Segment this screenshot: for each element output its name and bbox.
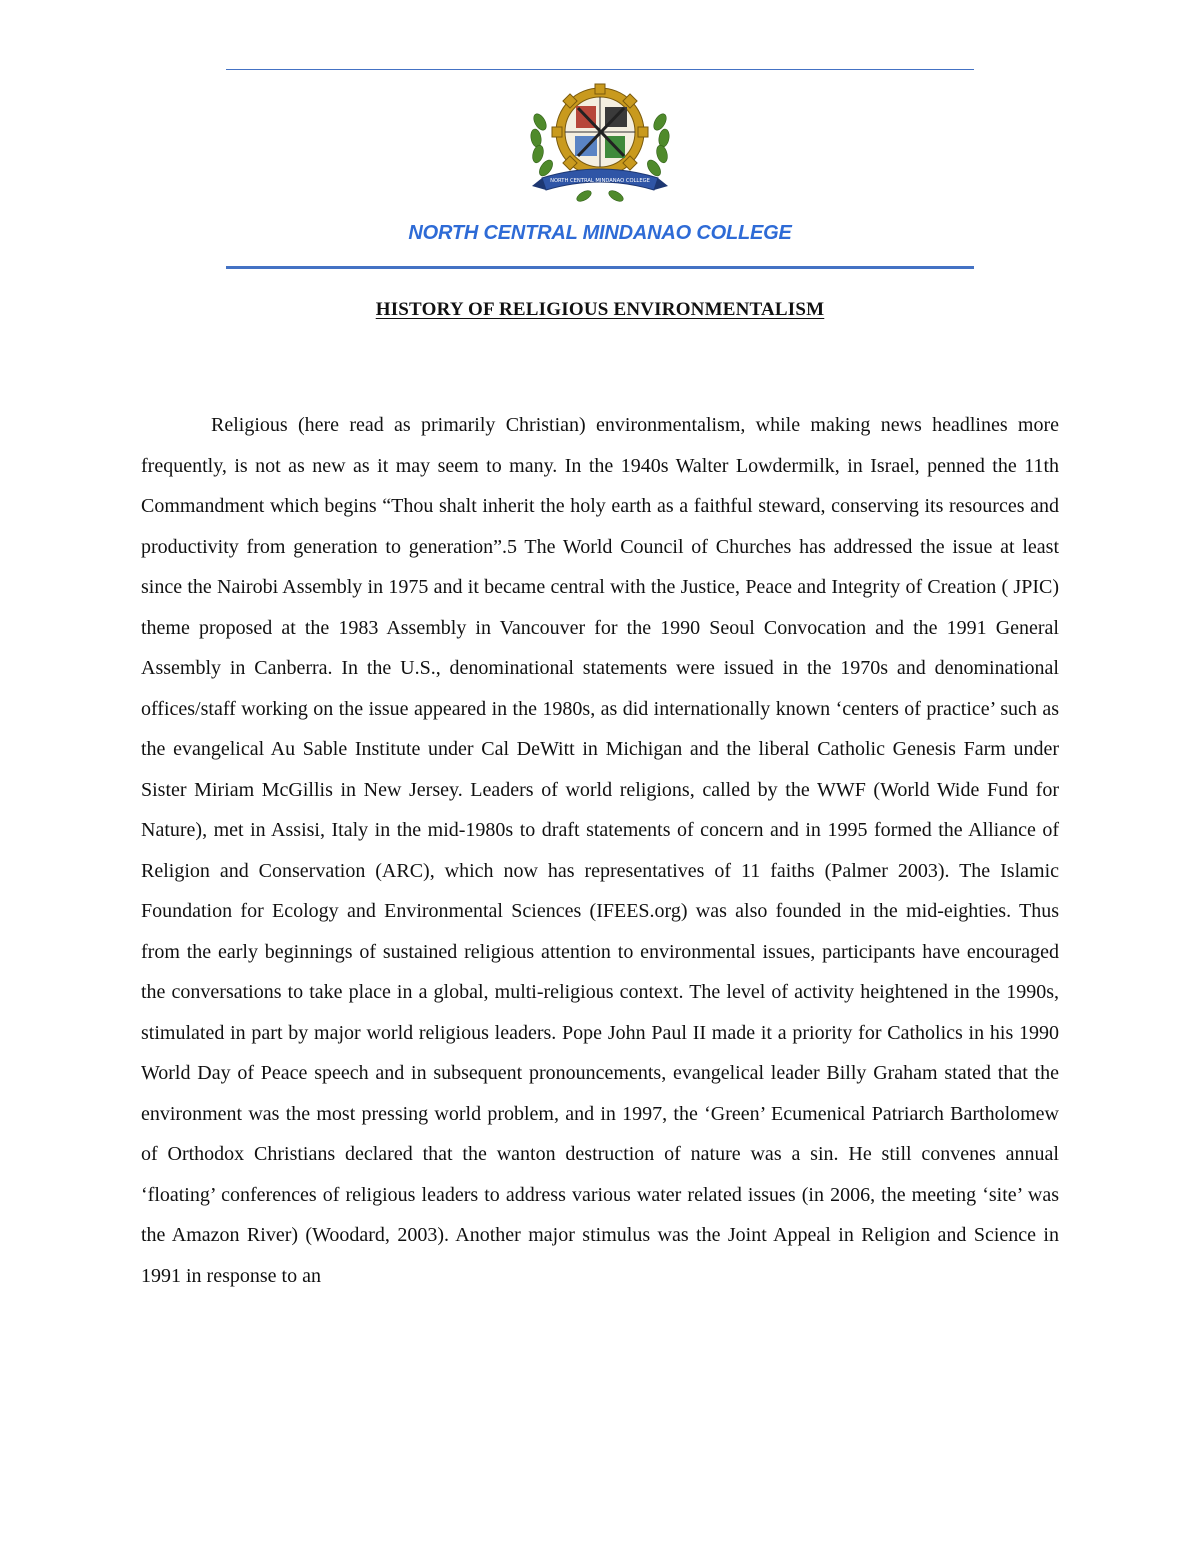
college-seal-logo — [526, 82, 674, 212]
seal-ribbon-text: NORTH CENTRAL MINDANAO COLLEGE — [550, 178, 650, 184]
body-paragraph: Religious (here read as primarily Christian) environmentalism, while making news headlines more frequently, is not as new as it may seem to many. In the 1940s Walter Lowdermilk, in Israel, penned the 11th Commandment which begins “Thou shalt inherit the holy earth as a faithful steward, conserving its resources and productivity from generation to generation”.5 The World Council of Churches has addressed the issue at least since the Nairobi Assembly in 1975 and it became central with the Justice, Peace and Integrity of Creation ( JPIC) theme proposed at the 1983 Assembly in Vancouver for the 1990 Seoul Convocation and the 1991 General Assembly in Canberra. In the U.S., denominational statements were issued in the 1970s and denominational offices/staff working on the issue appeared in the 1980s, as did internationally known ‘centers of practice’ such as the evangelical Au Sable Institute under Cal DeWitt in Michigan and the liberal Catholic Genesis Farm under Sister Miriam McGillis in New Jersey. Leaders of world religions, called by the WWF (World Wide Fund for Nature), met in Assisi, Italy in the mid-1980s to draft statements of concern and in 1995 formed the Alliance of Religion and Conservation (ARC), which now has representatives of 11 faiths (Palmer 2003). The Islamic Foundation for Ecology and Environmental Sciences (IFEES.org) was also founded in the mid-eighties. Thus from the early beginnings of sustained religious attention to environmental issues, participants have encouraged the conversations to take place in a global, multi-religious context. The level of activity heightened in the 1990s, stimulated in part by major world religious leaders. Pope John Paul II made it a priority for Catholics in his 1990 World Day of Peace speech and in subsequent pronouncements, evangelical leader Billy Graham stated that the environment was the most pressing world problem, and in 1997, the ‘Green’ Ecumenical Patriarch Bartholomew of Orthodox Christians declared that the wanton destruction of nature was a sin. He still convenes annual ‘floating’ conferences of religious leaders to address various water related issues (in 2006, the meeting ‘site’ was the Amazon River) (Woodard, 2003). Another major stimulus was the Joint Appeal in Religion and Science in 1991 in response to an — [141, 414, 1059, 1287]
college-name: NORTH CENTRAL MINDANAO COLLEGE — [408, 222, 792, 244]
document-title: HISTORY OF RELIGIOUS ENVIRONMENTALISM — [375, 299, 825, 320]
header-rule-bottom — [226, 266, 974, 269]
header-rule-top — [226, 69, 974, 70]
